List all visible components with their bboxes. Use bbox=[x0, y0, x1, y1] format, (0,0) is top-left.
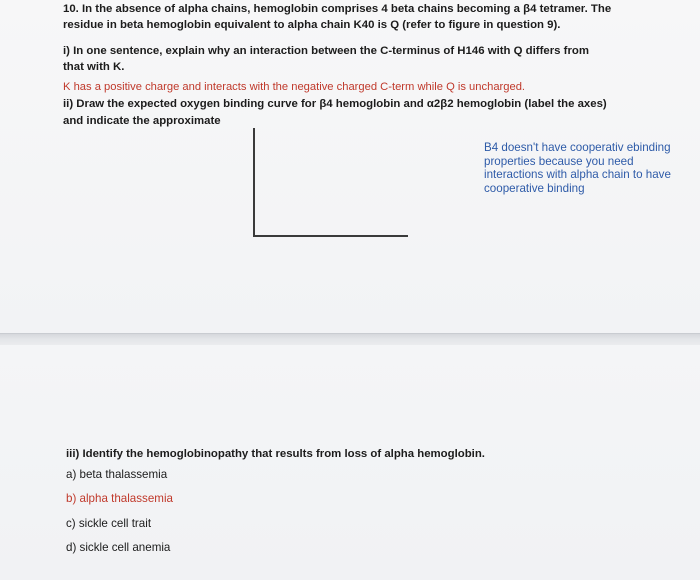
note-line-4: cooperative binding bbox=[484, 181, 585, 195]
part-i-line-2: that with K. bbox=[63, 61, 125, 73]
note-line-3: interactions with alpha chain to have bbox=[484, 168, 671, 181]
note-line-1: B4 doesn't have cooperativ ebinding bbox=[484, 141, 671, 154]
part-ii-line-2: and indicate the approximate bbox=[63, 115, 221, 127]
graph-y-axis bbox=[253, 128, 255, 237]
part-i-line-1: i) In one sentence, explain why an interaction between the C-terminus of H146 with Q differs from bbox=[63, 45, 589, 57]
handwritten-note bbox=[484, 141, 689, 195]
question-header-line-2: residue in beta hemoglobin equivalent to alpha chain K40 is Q (refer to figure in question 9). bbox=[63, 19, 561, 31]
note-line-2: properties because you need bbox=[484, 154, 634, 168]
part-ii-line-1: ii) Draw the expected oxygen binding curve for β4 hemoglobin and α2β2 hemoglobin (label the axes) bbox=[63, 98, 607, 110]
graph-x-axis bbox=[253, 235, 408, 237]
part-iii-question: iii) Identify the hemoglobinopathy that results from loss of alpha hemoglobin. bbox=[66, 448, 485, 460]
part-i-answer: K has a positive charge and interacts with the negative charged C-term while Q is uncharged. bbox=[63, 81, 526, 93]
question-header-line-1: 10. In the absence of alpha chains, hemoglobin comprises 4 beta chains becoming a β4 tetramer. The bbox=[63, 3, 612, 15]
option-a: a) beta thalassemia bbox=[66, 468, 168, 481]
option-b-selected: b) alpha thalassemia bbox=[66, 492, 173, 505]
option-c: c) sickle cell trait bbox=[66, 517, 152, 530]
option-d: d) sickle cell anemia bbox=[66, 541, 171, 554]
